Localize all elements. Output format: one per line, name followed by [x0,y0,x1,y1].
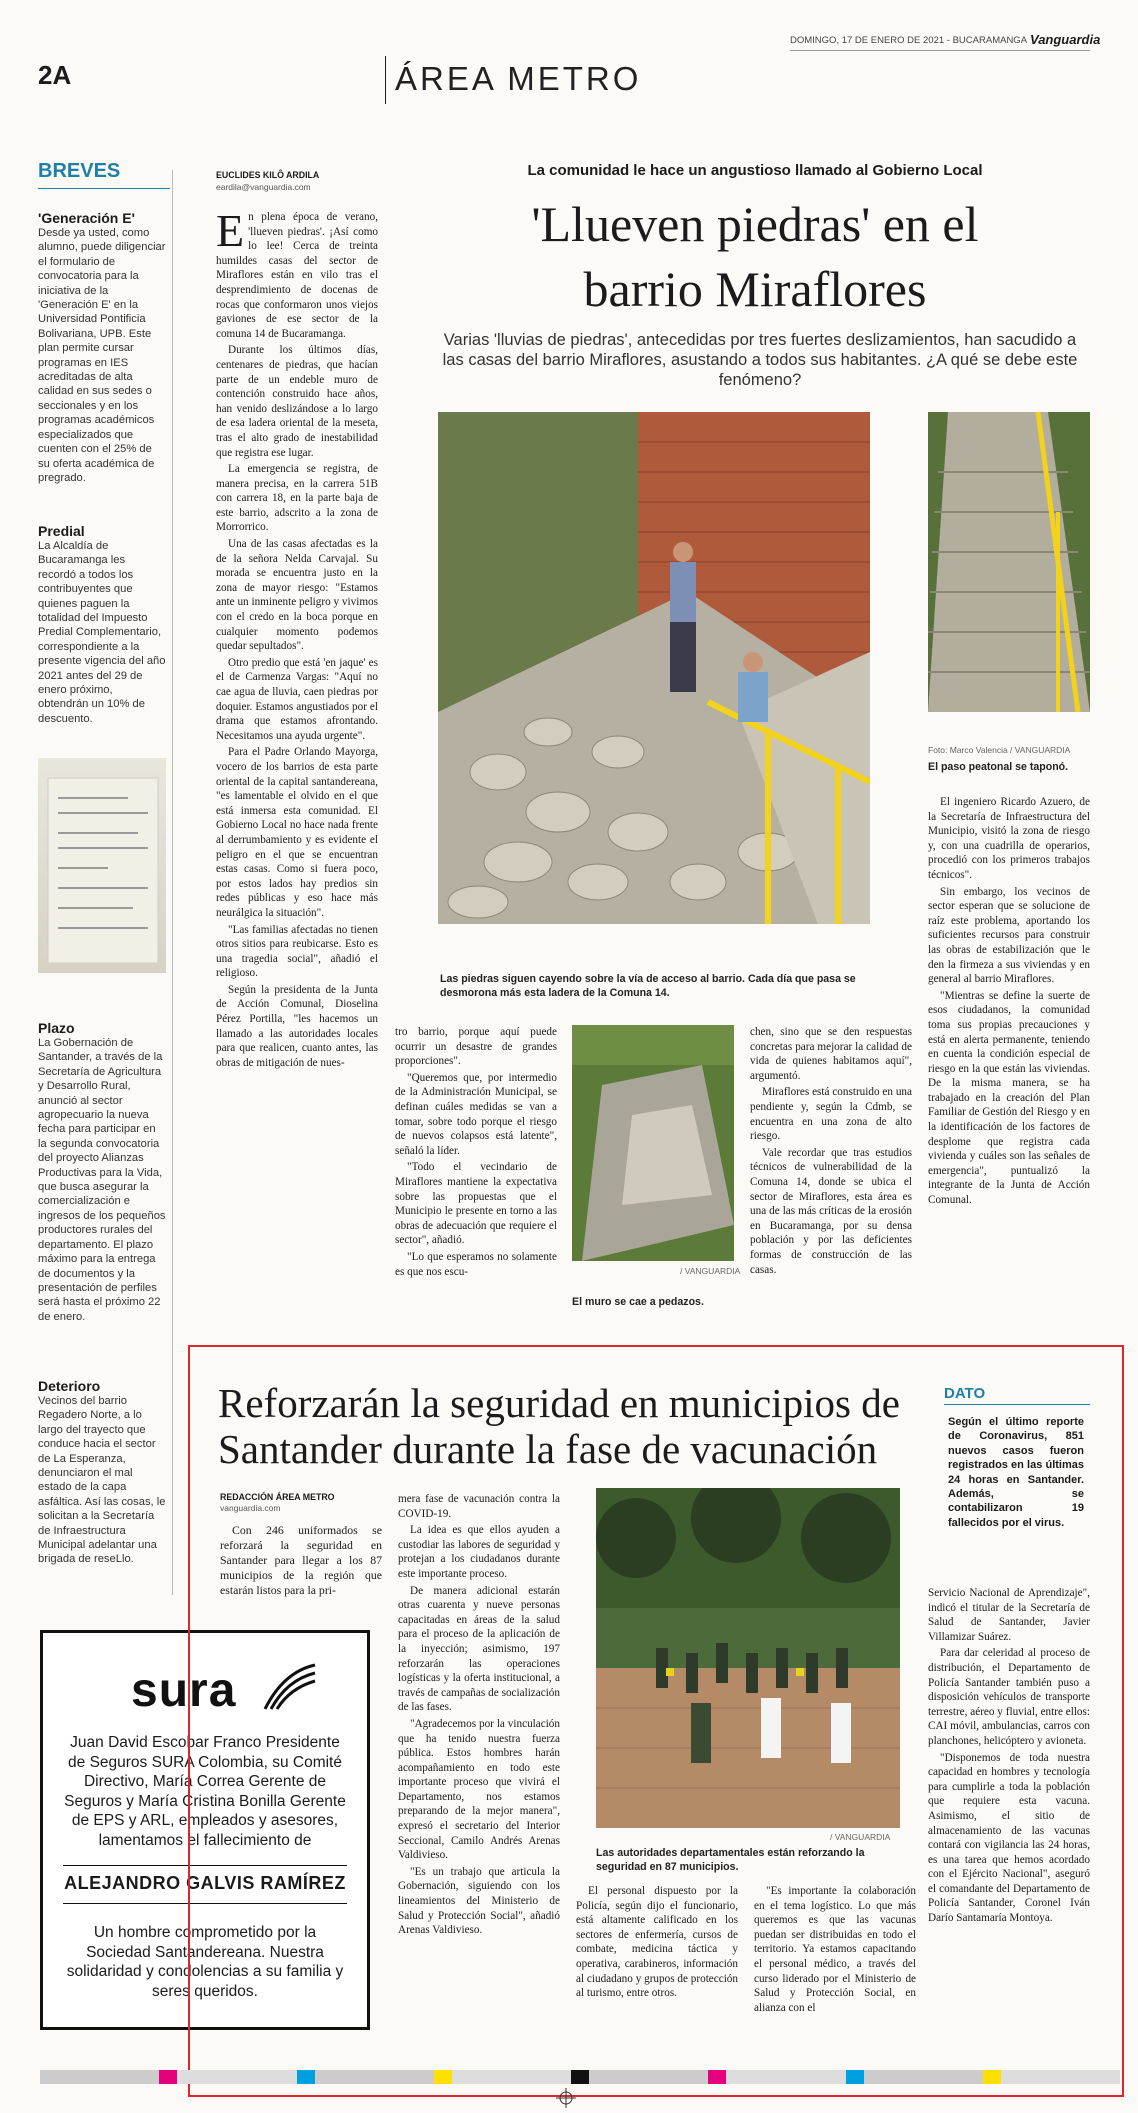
story-paragraph: "Es un trabajo que articula la Gobernación, siguiendo con los lineamientos del Ministerio de Salud y Protección Social", añadió Arenas Valdivieso. [398,1865,560,1937]
story-paragraph: Miraflores está construido en una pendiente y, según la Cdmb, se encuentra en una zona de alto riesgo. [750,1086,912,1143]
story-paragraph: Otro predio que está 'en jaque' es el de Carmenza Vargas: "Aquí no cae agua de lluvia, caen piedras por doquier. Estamos angustiados por el drama que estamos afrontando. Necesitamos una ayuda urgente". [216,656,378,742]
police-photo-caption: Las autoridades departamentales están reforzando la seguridad en 87 municipios. [596,1847,865,1873]
story-paragraph: De manera adicional estarán otras cuarenta y nueve personas capacitadas en áreas de la salud para el proceso de la aplicación de la inyección; asimismo, 197 reforzarán las operaciones logísticas y la oferta institucional, a través de campañas de socialización de las fases. [398,1584,560,1714]
story-paragraph: Para el Padre Orlando Mayorga, vocero de los barrios de esta parte oriental de la capital santandereana, "es lamentable el olvido en el que está inmersa esta comunidad. El Gobierno Local no hace nada frente al derrumbamiento y es evidente el peligro en el que se encuentran estas casas. Como si fuera poco, por estos lados hay predios sin redes públicas y eso hace más neurálgica la situación". [216,746,378,919]
story-paragraph: "Queremos que, por intermedio de la Administración Municipal, se definan cuáles medidas se van a tomar, sobre todo porque el riesgo de nuevos colapsos está latente", señaló la líder. [395,1071,557,1157]
story-paragraph: Vale recordar que tras estudios técnicos de vulnerabilidad de la Comuna 14, donde se ubica el sector de Miraflores, esta área es una de las más críticas de la erosión en Bucaramanga, por su densa población y por las deficientes formas de construcción de las casas. [750,1146,912,1276]
brief-title: Deterioro [38,1378,101,1394]
breves-divider [172,170,173,1595]
story-paragraph: "Agradecemos por la vinculación que ha tenido nuestra fuerza pública. Estos hombres harán acompañamiento en todo este importante proceso que vivirá el Departamento, nos estamos preparando de la mejor manera", expresó el secretario del Interior Seccional, Camilo Andrés Arenas Valdivieso. [398,1717,560,1862]
brief-title: Predial [38,523,85,539]
dato-text: Según el último reporte de Coronavirus, 851 nuevos casos fueron registrados en las últimas 24 horas en Santander. Además, se contabilizaron 19 fallecidos por el virus. [948,1416,1084,1529]
story-paragraph: "Las familias afectadas no tienen otros sitios para reubicarse. Esto es una tragedia social", añadió el religioso. [216,923,378,980]
stairs-photo-image [928,412,1090,712]
story-kicker: La comunidad le hace un angustioso llamado al Gobierno Local [527,162,983,179]
story-paragraph: Una de las casas afectadas es la de la señora Nelda Carvajal. Su morada se encuentra justo en la zona de mayor riesgo: "Estamos ante un inminente peligro y vivimos con el credo en la boca porque en cualquier momento podemos quedar sepultados". [216,538,378,653]
brief-generacion [38,202,166,485]
police-photo-credit: / VANGUARDIA [830,1832,891,1842]
story-paragraph: chen, sino que se den respuestas concretas para mejorar la calidad de vida de quienes habitamos aquí", argumentó. [750,1026,912,1082]
story-paragraph: El personal dispuesto por la Policía, según dijo el funcionario, está altamente calificado en los sectores de enfermería, cursos de combate, medicina táctica y operativa, carabineros, información al ciudadano y grupos de protección al turismo, entre otros. [576,1885,738,2000]
header-rule [790,50,1090,51]
story-col2 [395,1025,557,1281]
story-paragraph: Durante los últimos días, centenares de piedras, que hacían parte de un endeble muro de contención construido hace años, han venido deslizándose a lo largo de esa ladera oriental de la meseta, tras el alto grado de inestabilidad que registra ese lugar. [216,344,378,459]
story-paragraph: El ingeniero Ricardo Azuero, de la Secretaría de Infraestructura del Municipio, visitó la zona de riesgo y, con una cuadrilla de operarios, procedió con los primeros trabajos técnicos". [928,796,1090,881]
author-name: EUCLIDES KILÔ ARDILA [216,170,320,180]
brand-logo: Vanguardia [1030,32,1101,47]
brief-text: Desde ya usted, como alumno, puede diligenciar el formulario de convocatoria para la iniciativa de la 'Generación E' en la Universidad Pontificia Bolivariana, UPB. Este plan permite cursar programas en IES acreditadas de alta calidad en sus sedes o seccionales y en los programas académicos especializados que cuenten con el 25% de su oferta académica de pregrado. [38,227,166,484]
rockslide-photo [438,412,870,924]
author-email: eardila@vanguardia.com [216,182,311,192]
second-col1 [220,1523,382,1600]
wall-photo [572,1025,734,1261]
second-headline-line2: Santander durante la fase de vacunación [218,1426,878,1472]
story-paragraph: La emergencia se registra, de manera precisa, en la carrera 51B con carrera 18, en la parte baja de este barrio, adscrito a la zona de Morrorrico. [216,463,378,534]
story-paragraph: Para dar celeridad al proceso de distribución, el Departamento de Policía Santander también puso a disposición vehículos de transporte terrestre, aéreo y fluvial, entre ellos: CAI móvil, ambulancias, carros con planchones, helicóptero y avioneta. [928,1647,1090,1747]
story-paragraph: La idea es que ellos ayuden a custodiar las labores de seguridad y protejan a los ciudadanos durante este importante proceso. [398,1524,560,1580]
story-paragraph: "Lo que esperamos no solamente es que nos escu- [395,1250,557,1278]
second-col3 [576,1884,738,2003]
small-photo-caption: El muro se cae a pedazos. [572,1296,704,1308]
obituary-tribute: Un hombre comprometido por la Sociedad Santandereana. Nuestra solidaridad y condolencias a su familia y seres queridos. [66,1924,344,2000]
story-col3 [750,1025,912,1279]
second-lead: Con 246 uniformados se reforzará la seguridad en Santander para llegar a los 87 municipios de la región que estarán listos para la pri- [220,1523,382,1597]
page-number: 2A [38,60,72,90]
story-paragraph: Servicio Nacional de Aprendizaje", indicó el titular de la Secretaría de Salud de Santander, Javier Villamizar Suárez. [928,1587,1090,1643]
side-photo-caption: El paso peatonal se taponó. [928,761,1069,773]
brief-predial [38,515,166,726]
obituary-message: Juan David Escobar Franco Presidente de Seguros SURA Colombia, su Comité Directivo, María Correa Gerente de Seguros y María Cristina Bonilla Gerente de EPS y ARL, empleados y asesores, lamentamos el fallecimiento de [64,1734,346,1849]
police-photo [596,1488,900,1828]
second-col4 [754,1884,916,2017]
tax-receipt-image [38,758,166,973]
second-author: REDACCIÓN ÁREA METRO [220,1492,335,1502]
story-paragraph-lead [216,205,378,341]
wall-photo-image [572,1025,734,1261]
story-paragraph: Sin embargo, los vecinos de sector esperan que se solucione de raíz este problema, aportando los suficientes recursos para construir las obras de estabilización que le den la firmeza a sus viviendas y en general al barrio Miraflores. [928,885,1090,986]
story-col1 [216,205,378,1072]
story-col4 [928,795,1090,1210]
story-paragraph: "Es importante la colaboración en el tema logístico. Lo que más queremos es que las vacunas puedan ser distribuidas en todo el territorio. Ya estamos capacitando el personal médico, a través del curso liderado por el Ministerio de Salud y Protección Social, en alianza con el [754,1885,916,2014]
police-photo-image [596,1488,900,1828]
rockslide-photo-image [438,412,870,924]
small-photo-credit: / VANGUARDIA [680,1266,741,1276]
sura-logo: sura [131,1664,237,1717]
brief-text: La Alcaldía de Bucaramanga les recordó a todos los contribuyentes que quienes paguen la totalidad del Impuesto Predial Complementario, correspondiente a la presente vigencia del año 2021 antes del 29 de enero próximo, obtendrán un 10% de descuento. [38,540,166,725]
story-paragraph: n plena época de verano, 'llueven piedras'. ¡Así como lo lee! Cerca de treinta humildes casas del sector de Miraflores están en vilo tras el desprendimiento de docenas de rocas que conformaron unos viejos gaviones de ese sector de la comuna 14 de Bucaramanga. [216,211,378,340]
brief-deterioro [38,1370,166,1567]
story-deck: Varias 'lluvias de piedras', antecedidas por tres fuertes deslizamientos, han sacudido a las casas del barrio Miraflores, asustando a todos sus habitantes. ¿A qué se debe este fenómeno? [442,331,1078,389]
drop-cap: E [216,205,245,256]
breves-title: BREVES [38,160,121,182]
registration-mark-icon [556,2088,576,2108]
brief-text: Vecinos del barrio Regadero Norte, a lo largo del trayecto que conduce hacia el sector de La Esperanza, denunciaron el mal estado de la capa asfáltica. Así las cosas, le solicitan a la Secretaría de Infraestructura Municipal adelantar una brigada de reseLlo. [38,1395,166,1566]
second-col2 [398,1492,560,1940]
second-author-email: vanguardia.com [220,1503,281,1513]
section-title: ÁREA METRO [395,60,642,97]
header-divider [385,56,386,104]
dato-title: DATO [944,1385,986,1402]
story-paragraph: "Disponemos de toda nuestra capacidad en hombres y tecnología para cumplirle a toda la población que requiere esta vacuna. Asimismo, el sitio de almacenamiento de las vacunas contará con vigilancia las 24 horas, es una tarea que hemos acordado con el Ejército Nacional", aseguró el comandante del Departamento de Policía Santander, Coronel Iván Darío Santamaría Montoya. [928,1751,1090,1925]
story-paragraph: Según la presidenta de la Junta de Acción Comunal, Dioselina Pérez Portilla, "les hacemos un llamado a las autoridades locales para que realicen, cuanto antes, las obras de mitigación de nues- [216,983,378,1069]
brief-text: La Gobernación de Santander, a través de la Secretaría de Agricultura y Desarrollo Rural, anunció al sector agropecuario la nueva fecha para participar en la segunda convocatoria del proyecto Alianzas Productivas para la Vida, que busca asegurar la comercialización e ingresos de los pequeños productores rurales del departamento. El plazo máximo para la entrega de documentos y la presentación de perfiles será hasta el próximo 22 de enero. [38,1037,166,1323]
story-headline-line1: 'Llueven piedras' en el [531,196,979,252]
dateline: DOMINGO, 17 DE ENERO DE 2021 - BUCARAMANGA [790,35,1028,46]
side-photo-credit: Foto: Marco Valencia / VANGUARDIA [928,745,1071,755]
second-col5 [928,1586,1090,1928]
print-registration-bar [40,2070,1120,2084]
main-photo-caption: Las piedras siguen cayendo sobre la vía de acceso al barrio. Cada día que pasa se desmorona más esta ladera de la Comuna 14. [440,973,856,999]
receipt-lines-icon [38,758,166,973]
stairs-photo [928,412,1090,712]
breves-rule [38,188,170,189]
story-paragraph: mera fase de vacunación contra la COVID-19. [398,1493,560,1520]
second-headline-line1: Reforzarán la seguridad en municipios de [218,1380,900,1426]
story-paragraph: "Mientras se define la suerte de esos ciudadanos, la comunidad toma sus propias precauciones y está en alerta permanente, teniendo en cuenta la condición especial de riesgo en la que están las viviendas. De la misma manera, se ha trabajado en la creación del Plan Familiar de Gestión del Riesgo y en la identificación de los factores de desplome que registra cada vivienda y cuáles son las señales de emergencia", puntualizó la integrante de la Junta de Acción Comunal. [928,989,1090,1207]
story-paragraph: "Todo el vecindario de Miraflores mantiene la expectativa sobre las propuestas que el Municipio le presente en torno a las obras de adecuación que requiere el sector", añadió. [395,1161,557,1247]
brief-title: 'Generación E' [38,210,135,226]
brief-plazo [38,1012,166,1324]
brief-title: Plazo [38,1020,75,1036]
story-headline-line2: barrio Miraflores [583,261,927,317]
obituary-name: ALEJANDRO GALVIS RAMÍREZ [64,1873,346,1893]
story-paragraph: tro barrio, porque aquí puede ocurrir un desastre de grandes proporciones". [395,1026,557,1068]
dato-rule [944,1404,1090,1405]
